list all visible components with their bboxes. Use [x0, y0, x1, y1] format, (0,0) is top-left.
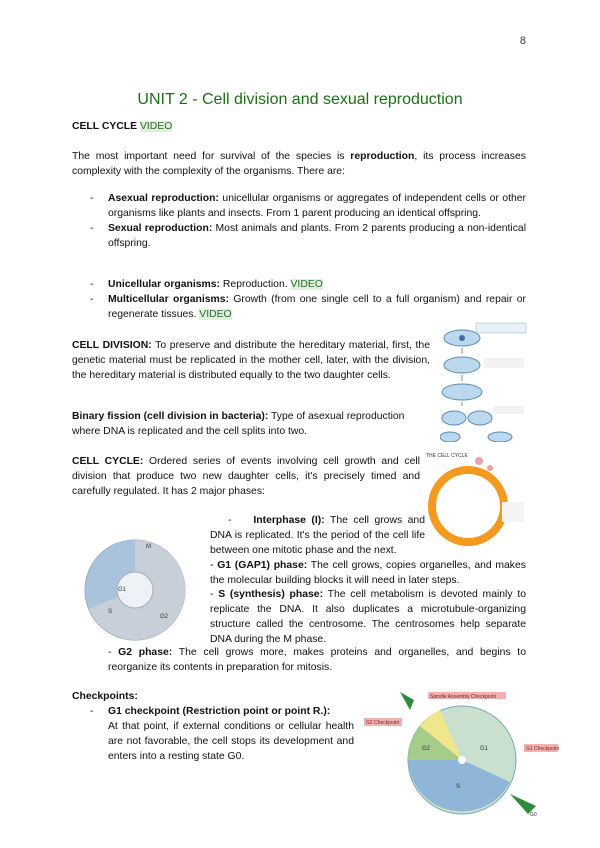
binary-fission-paragraph [72, 409, 434, 439]
g1-checkpoint-term: G1 checkpoint (Restriction point or point R.): [108, 706, 331, 717]
sexual-term: Sexual reproduction: [108, 223, 213, 234]
cell-cycle-heading [72, 119, 172, 134]
asexual-term: Asexual reproduction: [108, 193, 219, 204]
checkpoint-g1-label: G1 Checkpoint [526, 746, 560, 752]
asexual-text: unicellular organisms or aggregates of independent cells or other organisms like plants and insects. From 1 parent producing an identical offspring. [108, 193, 526, 219]
checkpoints-figure [360, 688, 560, 818]
g1-text: The cell grows, copies organelles, and makes the molecular building blocks it will need in later steps. [210, 560, 526, 586]
binary-fission-term: Binary fission (cell division in bacteria): [72, 411, 269, 422]
interphase-text: The cell grows and DNA is replicated. It's the period of the cell life between one mitotic phase and the next. [210, 515, 425, 556]
intro-paragraph [72, 149, 526, 179]
checkpoint-m-label: Spindle Assembly Checkpoint [430, 694, 496, 700]
intro-bold: reproduction [350, 151, 415, 162]
cell-division-paragraph [72, 338, 430, 383]
video-link[interactable]: VIDEO [139, 121, 173, 132]
cell-division-term: CELL DIVISION: [72, 340, 152, 351]
intro-text-2: , its process increases complexity with the complexity of the organisms. There are: [72, 151, 526, 177]
cell-cycle-ring-figure [418, 448, 528, 548]
video-link[interactable]: VIDEO [199, 309, 232, 320]
g1-phase-item: - G1 (GAP1) phase: The cell grows, copies organelles, and makes the molecular building blocks it will need in later steps. [210, 560, 526, 586]
binary-fission-figure [440, 320, 530, 442]
s-phase-item: - S (synthesis) phase: The cell metabolism is devoted mainly to replicate the DNA. It also duplicates a microtubule-organizing structure called the centrosome. The centrosomes help separate DNA during the M phase. [210, 589, 526, 645]
interphase-item: - Interphase (I): The cell grows and DNA is replicated. It's the period of the cell life between one mitotic phase and the next. [210, 515, 425, 556]
binary-fission-text: Type of asexual reproduction where DNA is replicated and the cell splits into two. [72, 411, 405, 437]
g1-term: G1 (GAP1) phase: [217, 560, 308, 571]
cell-division-text: To preserve and distribute the hereditary material, first, the genetic material must be replicated in the mother cell, later, with the division, the hereditary material is distributed equally to the two daughter cells. [72, 340, 430, 381]
video-link[interactable]: VIDEO [290, 279, 323, 290]
interphase-pie-figure [60, 518, 210, 643]
fig-g1-label: G1 [480, 746, 489, 752]
list-item: - Asexual reproduction: unicellular organisms or aggregates of independent cells or other organisms like plants and insects. From 1 parent producing an identical offspring. [90, 193, 526, 219]
s-text: The cell metabolism is devoted mainly to replicate the DNA. It also duplicates a microtubule-organizing structure called the centrosome. The centrosomes help separate DNA during the M phase. [210, 589, 526, 645]
page-number: 8 [519, 35, 526, 47]
organisms-list [90, 277, 526, 322]
cell-cycle-paragraph [72, 454, 420, 499]
page-title: UNIT 2 - Cell division and sexual reproduction [137, 91, 463, 108]
checkpoint-g2-label: G2 Checkpoint [366, 720, 400, 726]
unicellular-term: Unicellular organisms: [108, 279, 221, 290]
cycle-title-label: THE CELL CYCLE [426, 453, 468, 459]
sexual-text: Most animals and plants. From 2 parents producing a non-identical offspring. [108, 223, 526, 249]
pie-g2-label: G2 [160, 614, 169, 620]
multicellular-term: Multicellular organisms: [108, 294, 229, 305]
fig-g2-label: G2 [422, 746, 431, 752]
g2-text: The cell grows more, makes proteins and organelles, and begins to reorganize its contents in preparation for mitosis. [108, 647, 526, 673]
g2-phase-item: - G2 phase: The cell grows more, makes proteins and organelles, and begins to reorganize its contents in preparation for mitosis. [108, 647, 526, 673]
g1-checkpoint-text: At that point, if external conditions or cellular health are not favorable, the cell stops its development and enters into a resting state G0. [108, 721, 354, 762]
cell-cycle-term: CELL CYCLE: [72, 456, 144, 467]
list-item: - Multicellular organisms: Growth (from one single cell to a full organism) and repair or regenerate tissues. VIDEO [90, 294, 526, 320]
unicellular-text: Reproduction. [220, 279, 291, 290]
pie-m-label: M [146, 544, 151, 550]
pie-s-label: S [108, 609, 113, 615]
g2-term: G2 phase: [118, 647, 173, 658]
cell-cycle-heading-text: CELL CYCLE [72, 121, 138, 132]
fig-s-label: S [456, 784, 461, 790]
pie-g1-label: G1 [118, 587, 127, 593]
intro-text-1: The most important need for survival of the species is [72, 151, 351, 162]
interphase-term: Interphase (I): [253, 515, 325, 526]
s-term: S (synthesis) phase: [218, 589, 324, 600]
list-item: - Sexual reproduction: Most animals and plants. From 2 parents producing a non-identical offspring. [90, 223, 526, 249]
g0-label: G0 [530, 812, 537, 818]
checkpoints-heading: Checkpoints: [72, 691, 138, 702]
list-item: - Unicellular organisms: Reproduction. VIDEO [90, 279, 323, 290]
cell-cycle-text: Ordered series of events involving cell growth and cell division that produce two new daughter cells, it's precisely timed and carefully regulated. It has 2 major phases: [72, 456, 420, 497]
reproduction-list [90, 191, 526, 251]
multicellular-text: Growth (from one single cell to a full organism) and repair or regenerate tissues. [108, 294, 526, 320]
